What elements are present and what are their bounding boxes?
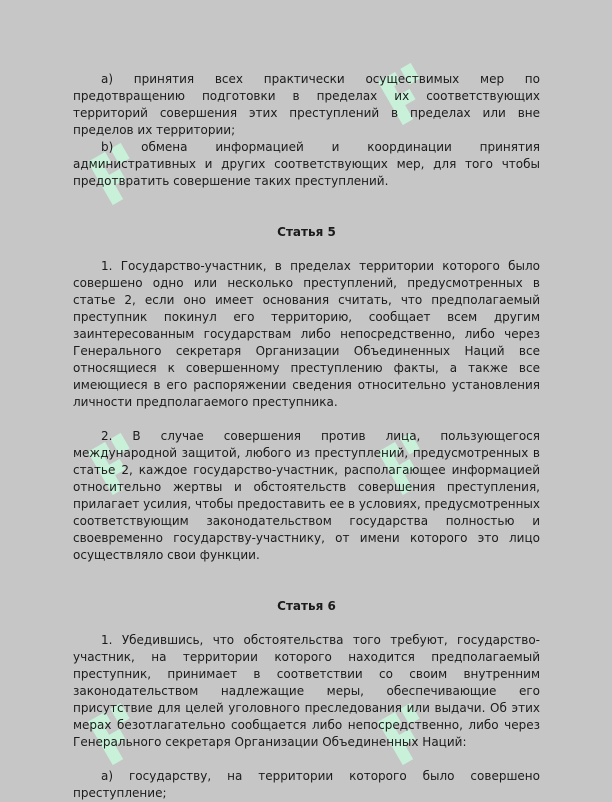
article-6-heading: Статья 6: [277, 599, 336, 613]
paragraph-a: а) принятия всех практически осуществимых мер по предотвращению подготовки в пределах их соответствующих территорий совершения этих преступлений в пределах или вне пределов их территории;: [73, 72, 540, 137]
article-6-item-a: а) государству, на территории которого было совершено преступление;: [73, 769, 540, 800]
article-5-heading: Статья 5: [277, 225, 336, 239]
article-5-paragraph-1: 1. Государство-участник, в пределах территории которого было совершено одно или несколько преступлений, предусмотренных в статье 2, если оно имеет основания считать, что предполагаемый преступник покинул его территорию, сообщает всем другим заинтересованным государствам либо непосредственно, либо через Генерального секретаря Организации Объединенных Наций все относящиеся к совершенному преступлению факты, а также все имеющиеся в его распоряжении сведения относительно установления личности предполагаемого преступника.: [73, 259, 540, 409]
paragraph-b: b) обмена информацией и координации принятия административных и других соответствующих мер, для того чтобы предотвратить совершение таких преступлений.: [73, 140, 540, 188]
document-body: [73, 71, 540, 802]
article-6-paragraph-1: 1. Убедившись, что обстоятельства того требуют, государство- участник, на территории которого находится предполагаемый преступник, принимает в соответствии со своим внутренним законодательством надлежащие меры, обеспечивающие его присутствие для целей уголовного преследования или выдачи. Об этих мерах безотлагательно сообщается либо непосредственно, либо через Генерального секретаря Организации Объединенных Наций:: [73, 633, 540, 749]
article-5-paragraph-2: 2. В случае совершения против лица, пользующегося международной защитой, любого из преступлений, предусмотренных в статье 2, каждое государство-участник, располагающее информацией относительно жертвы и обстоятельств совершения преступления, прилагает усилия, чтобы предоставить ее в условиях, предусмотренных соответствующим законодательством государства полностью и своевременно государству-участнику, от имени которого это лицо осуществляло свои функции.: [73, 429, 540, 562]
